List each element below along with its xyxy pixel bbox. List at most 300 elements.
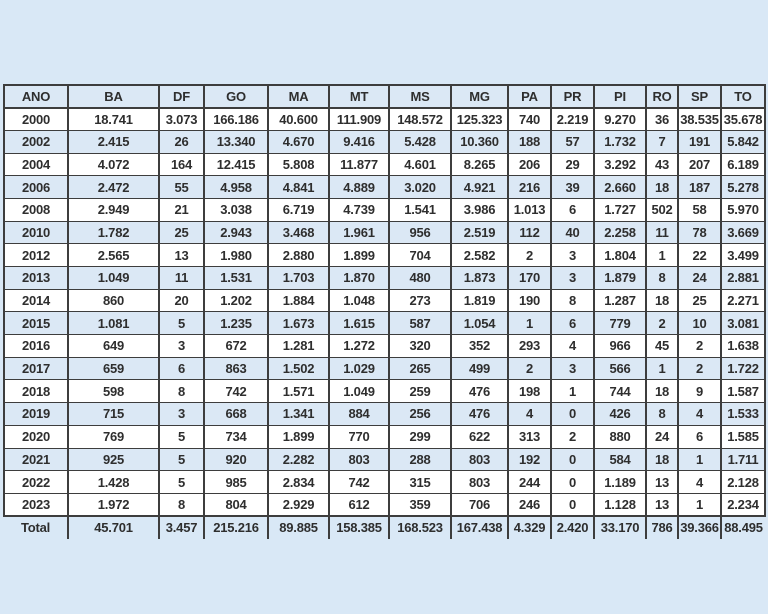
table-row [4, 357, 765, 380]
cell: 1 [678, 493, 721, 516]
column-header: MG [451, 85, 508, 108]
table-row [4, 380, 765, 403]
table-row [4, 471, 765, 494]
table-row [4, 425, 765, 448]
cell: 880 [594, 425, 646, 448]
cell: 4 [678, 471, 721, 494]
row-year: 2013 [4, 267, 68, 290]
cell: 1.502 [268, 357, 329, 380]
cell: 148.572 [389, 108, 451, 131]
row-year: 2010 [4, 221, 68, 244]
cell: 320 [389, 335, 451, 358]
cell: 3 [159, 403, 204, 426]
cell: 704 [389, 244, 451, 267]
table-row [4, 403, 765, 426]
cell: 1.673 [268, 312, 329, 335]
cell: 1.081 [68, 312, 159, 335]
row-year: 2000 [4, 108, 68, 131]
cell: 803 [451, 471, 508, 494]
row-year: 2020 [4, 425, 68, 448]
cell: 164 [159, 153, 204, 176]
cell: 10 [678, 312, 721, 335]
cell: 206 [508, 153, 551, 176]
cell: 273 [389, 289, 451, 312]
column-header: MS [389, 85, 451, 108]
cell: 1.711 [721, 448, 765, 471]
cell: 11.877 [329, 153, 389, 176]
cell: 4 [551, 335, 594, 358]
cell: 1.587 [721, 380, 765, 403]
cell: 13 [646, 471, 678, 494]
cell: 40 [551, 221, 594, 244]
cell: 1.727 [594, 198, 646, 221]
cell: 11 [646, 221, 678, 244]
table-row [4, 493, 765, 516]
cell: 1.703 [268, 267, 329, 290]
cell: 207 [678, 153, 721, 176]
cell: 1.341 [268, 403, 329, 426]
cell: 2.881 [721, 267, 765, 290]
row-year: 2015 [4, 312, 68, 335]
cell: 8 [159, 493, 204, 516]
cell: 860 [68, 289, 159, 312]
cell: 4.889 [329, 176, 389, 199]
cell: 985 [204, 471, 268, 494]
column-header: GO [204, 85, 268, 108]
cell: 744 [594, 380, 646, 403]
cell: 1.287 [594, 289, 646, 312]
cell: 192 [508, 448, 551, 471]
cell: 742 [329, 471, 389, 494]
cell: 166.186 [204, 108, 268, 131]
cell: 5.428 [389, 130, 451, 153]
cell: 480 [389, 267, 451, 290]
cell: 1.128 [594, 493, 646, 516]
cell: 170 [508, 267, 551, 290]
cell: 2.271 [721, 289, 765, 312]
cell: 13.340 [204, 130, 268, 153]
cell: 3.499 [721, 244, 765, 267]
cell: 612 [329, 493, 389, 516]
cell: 659 [68, 357, 159, 380]
cell: 38.535 [678, 108, 721, 131]
row-year: 2017 [4, 357, 68, 380]
cell: 2.949 [68, 198, 159, 221]
total-cell: 45.701 [68, 516, 159, 539]
total-cell: 89.885 [268, 516, 329, 539]
cell: 315 [389, 471, 451, 494]
cell: 5.278 [721, 176, 765, 199]
cell: 1.980 [204, 244, 268, 267]
cell: 5 [159, 312, 204, 335]
cell: 1.048 [329, 289, 389, 312]
column-header: BA [68, 85, 159, 108]
cell: 1.899 [329, 244, 389, 267]
cell: 24 [646, 425, 678, 448]
cell: 1.189 [594, 471, 646, 494]
cell: 587 [389, 312, 451, 335]
cell: 4 [508, 403, 551, 426]
cell: 43 [646, 153, 678, 176]
cell: 2.282 [268, 448, 329, 471]
total-cell: 215.216 [204, 516, 268, 539]
cell: 8 [646, 267, 678, 290]
cell: 740 [508, 108, 551, 131]
cell: 11 [159, 267, 204, 290]
cell: 2.472 [68, 176, 159, 199]
cell: 8 [646, 403, 678, 426]
cell: 502 [646, 198, 678, 221]
cell: 21 [159, 198, 204, 221]
cell: 884 [329, 403, 389, 426]
row-year: 2021 [4, 448, 68, 471]
cell: 359 [389, 493, 451, 516]
cell: 1.541 [389, 198, 451, 221]
total-cell: 158.385 [329, 516, 389, 539]
table-row [4, 198, 765, 221]
cell: 2.258 [594, 221, 646, 244]
table-row [4, 448, 765, 471]
cell: 1 [646, 357, 678, 380]
cell: 2.582 [451, 244, 508, 267]
cell: 3.081 [721, 312, 765, 335]
cell: 3.669 [721, 221, 765, 244]
cell: 35.678 [721, 108, 765, 131]
cell: 2 [646, 312, 678, 335]
cell: 1 [551, 380, 594, 403]
cell: 769 [68, 425, 159, 448]
cell: 25 [678, 289, 721, 312]
column-header: DF [159, 85, 204, 108]
cell: 672 [204, 335, 268, 358]
row-year: 2004 [4, 153, 68, 176]
cell: 1.049 [68, 267, 159, 290]
row-year: 2018 [4, 380, 68, 403]
cell: 598 [68, 380, 159, 403]
cell: 188 [508, 130, 551, 153]
cell: 216 [508, 176, 551, 199]
column-header: SP [678, 85, 721, 108]
cell: 2 [508, 357, 551, 380]
column-header: PI [594, 85, 646, 108]
cell: 9.270 [594, 108, 646, 131]
cell: 20 [159, 289, 204, 312]
cell: 920 [204, 448, 268, 471]
cell: 742 [204, 380, 268, 403]
cell: 0 [551, 403, 594, 426]
table-row [4, 130, 765, 153]
row-year: 2019 [4, 403, 68, 426]
cell: 0 [551, 448, 594, 471]
cell: 5.808 [268, 153, 329, 176]
cell: 25 [159, 221, 204, 244]
cell: 566 [594, 357, 646, 380]
cell: 2.128 [721, 471, 765, 494]
column-header: TO [721, 85, 765, 108]
cell: 925 [68, 448, 159, 471]
cell: 6 [551, 198, 594, 221]
cell: 1.615 [329, 312, 389, 335]
cell: 1.870 [329, 267, 389, 290]
table-row [4, 267, 765, 290]
cell: 18 [646, 448, 678, 471]
cell: 8 [551, 289, 594, 312]
cell: 779 [594, 312, 646, 335]
cell: 1.819 [451, 289, 508, 312]
cell: 58 [678, 198, 721, 221]
cell: 0 [551, 493, 594, 516]
cell: 198 [508, 380, 551, 403]
cell: 36 [646, 108, 678, 131]
table-row [4, 244, 765, 267]
cell: 0 [551, 471, 594, 494]
cell: 3.468 [268, 221, 329, 244]
cell: 2.234 [721, 493, 765, 516]
cell: 299 [389, 425, 451, 448]
cell: 4 [678, 403, 721, 426]
cell: 55 [159, 176, 204, 199]
cell: 4.072 [68, 153, 159, 176]
cell: 8 [159, 380, 204, 403]
cell: 1.531 [204, 267, 268, 290]
cell: 18 [646, 289, 678, 312]
cell: 9 [678, 380, 721, 403]
total-cell: 3.457 [159, 516, 204, 539]
cell: 1.049 [329, 380, 389, 403]
cell: 187 [678, 176, 721, 199]
cell: 1.029 [329, 357, 389, 380]
cell: 1.972 [68, 493, 159, 516]
cell: 5 [159, 448, 204, 471]
cell: 125.323 [451, 108, 508, 131]
cell: 313 [508, 425, 551, 448]
cell: 13 [159, 244, 204, 267]
cell: 622 [451, 425, 508, 448]
cell: 24 [678, 267, 721, 290]
cell: 26 [159, 130, 204, 153]
cell: 288 [389, 448, 451, 471]
cell: 1 [678, 448, 721, 471]
cell: 6.719 [268, 198, 329, 221]
cell: 1.054 [451, 312, 508, 335]
cell: 40.600 [268, 108, 329, 131]
cell: 4.921 [451, 176, 508, 199]
cell: 259 [389, 380, 451, 403]
cell: 2.415 [68, 130, 159, 153]
table-body [4, 108, 765, 516]
cell: 2.834 [268, 471, 329, 494]
column-header: MT [329, 85, 389, 108]
cell: 956 [389, 221, 451, 244]
cell: 5 [159, 425, 204, 448]
cell: 1.732 [594, 130, 646, 153]
table-row [4, 335, 765, 358]
total-cell: 167.438 [451, 516, 508, 539]
cell: 78 [678, 221, 721, 244]
cell: 706 [451, 493, 508, 516]
total-cell: 33.170 [594, 516, 646, 539]
cell: 476 [451, 380, 508, 403]
cell: 4.958 [204, 176, 268, 199]
cell: 584 [594, 448, 646, 471]
cell: 1.884 [268, 289, 329, 312]
cell: 1.571 [268, 380, 329, 403]
cell: 6 [159, 357, 204, 380]
cell: 1 [646, 244, 678, 267]
cell: 18 [646, 176, 678, 199]
cell: 6.189 [721, 153, 765, 176]
cell: 1.428 [68, 471, 159, 494]
column-header: MA [268, 85, 329, 108]
cell: 2.519 [451, 221, 508, 244]
cell: 4.739 [329, 198, 389, 221]
cell: 6 [678, 425, 721, 448]
cell: 12.415 [204, 153, 268, 176]
table-row [4, 221, 765, 244]
cell: 2.219 [551, 108, 594, 131]
table-row [4, 153, 765, 176]
cell: 22 [678, 244, 721, 267]
total-cell: 786 [646, 516, 678, 539]
table-row [4, 176, 765, 199]
cell: 1.722 [721, 357, 765, 380]
total-cell: 4.329 [508, 516, 551, 539]
column-header: ANO [4, 85, 68, 108]
table-row [4, 312, 765, 335]
cell: 57 [551, 130, 594, 153]
cell: 2.660 [594, 176, 646, 199]
cell: 9.416 [329, 130, 389, 153]
cell: 13 [646, 493, 678, 516]
cell: 1.804 [594, 244, 646, 267]
cell: 1.585 [721, 425, 765, 448]
cell: 1.638 [721, 335, 765, 358]
cell: 5 [159, 471, 204, 494]
cell: 1.961 [329, 221, 389, 244]
column-header: PA [508, 85, 551, 108]
row-year: 2006 [4, 176, 68, 199]
cell: 29 [551, 153, 594, 176]
column-header: PR [551, 85, 594, 108]
cell: 668 [204, 403, 268, 426]
row-year: 2002 [4, 130, 68, 153]
cell: 1.202 [204, 289, 268, 312]
cell: 190 [508, 289, 551, 312]
cell: 3.986 [451, 198, 508, 221]
cell: 804 [204, 493, 268, 516]
data-table [3, 84, 766, 539]
cell: 3 [159, 335, 204, 358]
cell: 2 [508, 244, 551, 267]
cell: 265 [389, 357, 451, 380]
cell: 39 [551, 176, 594, 199]
cell: 18.741 [68, 108, 159, 131]
cell: 4.841 [268, 176, 329, 199]
table-row [4, 108, 765, 131]
cell: 2.943 [204, 221, 268, 244]
cell: 244 [508, 471, 551, 494]
cell: 1.533 [721, 403, 765, 426]
row-year: 2014 [4, 289, 68, 312]
cell: 1.272 [329, 335, 389, 358]
cell: 2 [678, 335, 721, 358]
cell: 2 [678, 357, 721, 380]
row-year: 2012 [4, 244, 68, 267]
cell: 111.909 [329, 108, 389, 131]
total-cell: 2.420 [551, 516, 594, 539]
total-cell: 39.366 [678, 516, 721, 539]
cell: 1.879 [594, 267, 646, 290]
cell: 3.038 [204, 198, 268, 221]
cell: 1.899 [268, 425, 329, 448]
row-year: 2023 [4, 493, 68, 516]
cell: 3.292 [594, 153, 646, 176]
cell: 1.782 [68, 221, 159, 244]
cell: 863 [204, 357, 268, 380]
row-year: 2008 [4, 198, 68, 221]
cell: 2.880 [268, 244, 329, 267]
cell: 18 [646, 380, 678, 403]
header-row [4, 85, 765, 108]
cell: 246 [508, 493, 551, 516]
total-cell: 168.523 [389, 516, 451, 539]
cell: 1.013 [508, 198, 551, 221]
cell: 2 [551, 425, 594, 448]
cell: 6 [551, 312, 594, 335]
cell: 3 [551, 244, 594, 267]
cell: 4.601 [389, 153, 451, 176]
row-year: 2022 [4, 471, 68, 494]
total-label: Total [4, 516, 68, 539]
cell: 426 [594, 403, 646, 426]
cell: 649 [68, 335, 159, 358]
cell: 4.670 [268, 130, 329, 153]
cell: 3 [551, 357, 594, 380]
cell: 352 [451, 335, 508, 358]
cell: 2.565 [68, 244, 159, 267]
cell: 45 [646, 335, 678, 358]
cell: 112 [508, 221, 551, 244]
cell: 1.873 [451, 267, 508, 290]
cell: 5.970 [721, 198, 765, 221]
cell: 499 [451, 357, 508, 380]
cell: 3.020 [389, 176, 451, 199]
total-cell: 88.495 [721, 516, 765, 539]
table-row [4, 289, 765, 312]
cell: 1 [508, 312, 551, 335]
cell: 7 [646, 130, 678, 153]
cell: 734 [204, 425, 268, 448]
cell: 8.265 [451, 153, 508, 176]
cell: 476 [451, 403, 508, 426]
column-header: RO [646, 85, 678, 108]
cell: 256 [389, 403, 451, 426]
total-row [4, 516, 765, 539]
row-year: 2016 [4, 335, 68, 358]
cell: 5.842 [721, 130, 765, 153]
cell: 293 [508, 335, 551, 358]
cell: 770 [329, 425, 389, 448]
cell: 715 [68, 403, 159, 426]
cell: 1.235 [204, 312, 268, 335]
cell: 191 [678, 130, 721, 153]
cell: 966 [594, 335, 646, 358]
cell: 3.073 [159, 108, 204, 131]
cell: 803 [451, 448, 508, 471]
cell: 10.360 [451, 130, 508, 153]
cell: 803 [329, 448, 389, 471]
cell: 2.929 [268, 493, 329, 516]
